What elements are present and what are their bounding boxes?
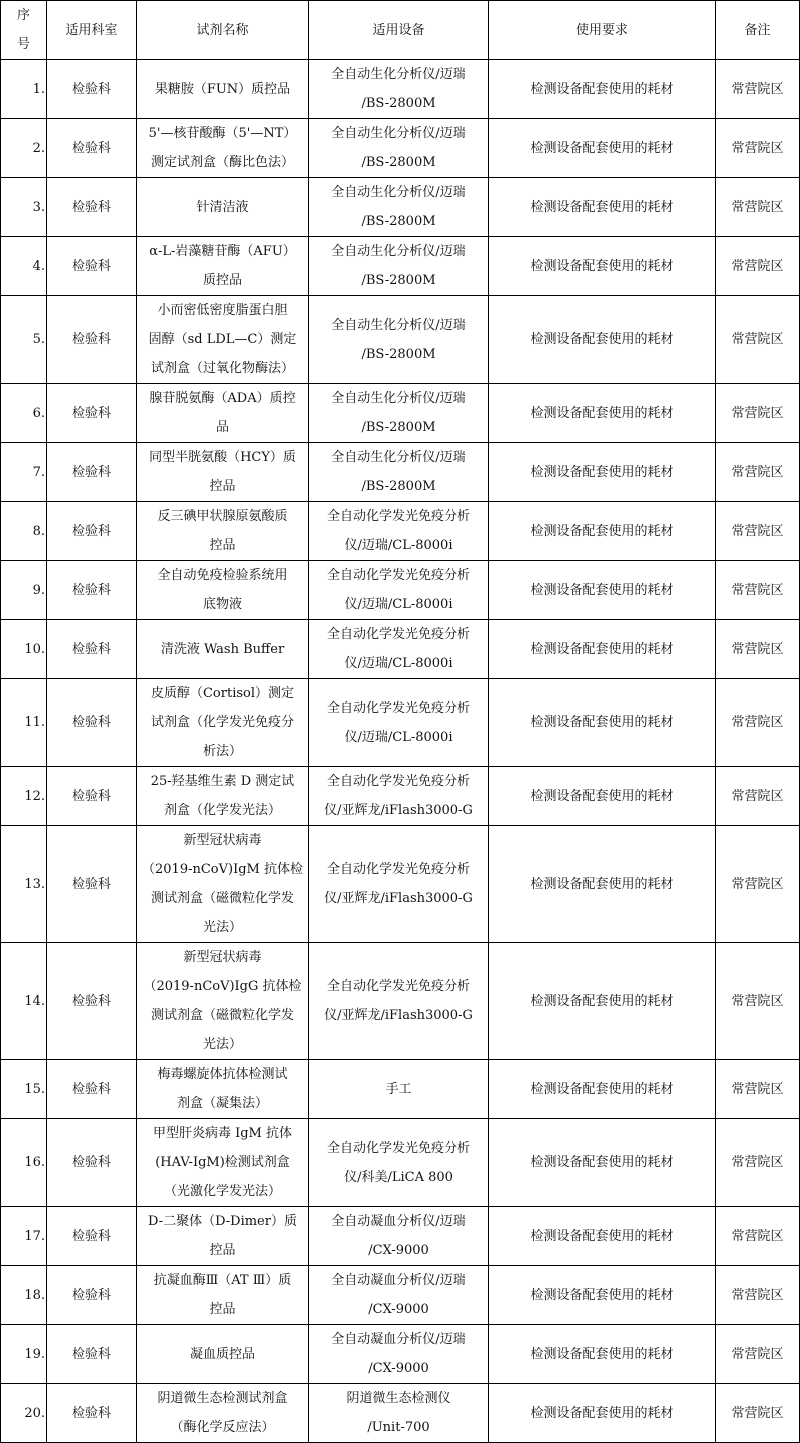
cell-reagent-name: 果糖胺（FUN）质控品 <box>137 60 309 119</box>
cell-department: 检验科 <box>47 620 137 679</box>
cell-reagent-name: 新型冠状病毒 （2019-nCoV)IgM 抗体检 测试剂盒（磁微粒化学发 光法） <box>137 826 309 943</box>
table-row <box>1 119 800 178</box>
cell-equipment: 手工 <box>309 1060 489 1119</box>
cell-seq: 19. <box>1 1325 47 1384</box>
cell-reagent-name: 凝血质控品 <box>137 1325 309 1384</box>
table-row <box>1 502 800 561</box>
cell-department: 检验科 <box>47 679 137 767</box>
table-row <box>1 943 800 1060</box>
cell-reagent-name: 25-羟基维生素 D 测定试 剂盒（化学发光法） <box>137 767 309 826</box>
cell-equipment: 全自动化学发光免疫分析 仪/迈瑞/CL-8000i <box>309 561 489 620</box>
cell-usage: 检测设备配套使用的耗材 <box>489 561 716 620</box>
cell-reagent-name: 同型半胱氨酸（HCY）质 控品 <box>137 443 309 502</box>
cell-department: 检验科 <box>47 60 137 119</box>
cell-usage: 检测设备配套使用的耗材 <box>489 826 716 943</box>
cell-department: 检验科 <box>47 1060 137 1119</box>
cell-department: 检验科 <box>47 237 137 296</box>
cell-reagent-name: 针清洁液 <box>137 178 309 237</box>
cell-usage: 检测设备配套使用的耗材 <box>489 1207 716 1266</box>
cell-equipment: 全自动生化分析仪/迈瑞 /BS-2800M <box>309 60 489 119</box>
cell-remark: 常营院区 <box>716 1060 800 1119</box>
cell-department: 检验科 <box>47 767 137 826</box>
cell-equipment: 全自动化学发光免疫分析 仪/亚辉龙/iFlash3000-G <box>309 943 489 1060</box>
cell-seq: 2. <box>1 119 47 178</box>
cell-usage: 检测设备配套使用的耗材 <box>489 178 716 237</box>
cell-remark: 常营院区 <box>716 1384 800 1443</box>
cell-seq: 9. <box>1 561 47 620</box>
cell-equipment: 全自动化学发光免疫分析 仪/迈瑞/CL-8000i <box>309 502 489 561</box>
table-row <box>1 826 800 943</box>
header-department: 适用科室 <box>47 1 137 60</box>
cell-equipment: 全自动凝血分析仪/迈瑞 /CX-9000 <box>309 1207 489 1266</box>
header-reagent-name: 试剂名称 <box>137 1 309 60</box>
table-row <box>1 1060 800 1119</box>
header-equipment: 适用设备 <box>309 1 489 60</box>
cell-remark: 常营院区 <box>716 826 800 943</box>
cell-reagent-name: 腺苷脱氨酶（ADA）质控 品 <box>137 384 309 443</box>
cell-equipment: 全自动凝血分析仪/迈瑞 /CX-9000 <box>309 1266 489 1325</box>
cell-seq: 20. <box>1 1384 47 1443</box>
cell-usage: 检测设备配套使用的耗材 <box>489 237 716 296</box>
cell-remark: 常营院区 <box>716 1325 800 1384</box>
header-usage: 使用要求 <box>489 1 716 60</box>
cell-reagent-name: 全自动免疫检验系统用 底物液 <box>137 561 309 620</box>
cell-seq: 7. <box>1 443 47 502</box>
cell-seq: 3. <box>1 178 47 237</box>
cell-remark: 常营院区 <box>716 1207 800 1266</box>
table-row <box>1 296 800 384</box>
cell-seq: 18. <box>1 1266 47 1325</box>
cell-department: 检验科 <box>47 119 137 178</box>
cell-reagent-name: α-L-岩藻糖苷酶（AFU） 质控品 <box>137 237 309 296</box>
table-row <box>1 1207 800 1266</box>
cell-equipment: 全自动生化分析仪/迈瑞 /BS-2800M <box>309 119 489 178</box>
cell-remark: 常营院区 <box>716 502 800 561</box>
cell-equipment: 全自动生化分析仪/迈瑞 /BS-2800M <box>309 237 489 296</box>
cell-usage: 检测设备配套使用的耗材 <box>489 767 716 826</box>
cell-seq: 10. <box>1 620 47 679</box>
table-row <box>1 767 800 826</box>
cell-department: 检验科 <box>47 1119 137 1207</box>
cell-usage: 检测设备配套使用的耗材 <box>489 620 716 679</box>
cell-seq: 15. <box>1 1060 47 1119</box>
cell-remark: 常营院区 <box>716 178 800 237</box>
cell-usage: 检测设备配套使用的耗材 <box>489 1119 716 1207</box>
cell-equipment: 全自动生化分析仪/迈瑞 /BS-2800M <box>309 296 489 384</box>
cell-equipment: 全自动化学发光免疫分析 仪/科美/LiCA 800 <box>309 1119 489 1207</box>
cell-equipment: 全自动生化分析仪/迈瑞 /BS-2800M <box>309 178 489 237</box>
cell-department: 检验科 <box>47 826 137 943</box>
cell-remark: 常营院区 <box>716 119 800 178</box>
cell-usage: 检测设备配套使用的耗材 <box>489 679 716 767</box>
cell-reagent-name: 甲型肝炎病毒 IgM 抗体 (HAV-IgM)检测试剂盒 （光激化学发光法） <box>137 1119 309 1207</box>
table-row <box>1 178 800 237</box>
cell-equipment: 全自动化学发光免疫分析 仪/亚辉龙/iFlash3000-G <box>309 826 489 943</box>
table-row <box>1 561 800 620</box>
cell-usage: 检测设备配套使用的耗材 <box>489 1060 716 1119</box>
cell-seq: 12. <box>1 767 47 826</box>
cell-usage: 检测设备配套使用的耗材 <box>489 1384 716 1443</box>
cell-usage: 检测设备配套使用的耗材 <box>489 119 716 178</box>
cell-usage: 检测设备配套使用的耗材 <box>489 1266 716 1325</box>
cell-seq: 5. <box>1 296 47 384</box>
cell-remark: 常营院区 <box>716 296 800 384</box>
cell-department: 检验科 <box>47 561 137 620</box>
table-row <box>1 1119 800 1207</box>
cell-remark: 常营院区 <box>716 943 800 1060</box>
table-row <box>1 620 800 679</box>
cell-remark: 常营院区 <box>716 384 800 443</box>
cell-usage: 检测设备配套使用的耗材 <box>489 443 716 502</box>
cell-reagent-name: 梅毒螺旋体抗体检测试 剂盒（凝集法） <box>137 1060 309 1119</box>
cell-reagent-name: 小而密低密度脂蛋白胆 固醇（sd LDL—C）测定 试剂盒（过氧化物酶法） <box>137 296 309 384</box>
cell-department: 检验科 <box>47 178 137 237</box>
cell-remark: 常营院区 <box>716 60 800 119</box>
cell-seq: 16. <box>1 1119 47 1207</box>
cell-remark: 常营院区 <box>716 561 800 620</box>
cell-reagent-name: 反三碘甲状腺原氨酸质 控品 <box>137 502 309 561</box>
table-row <box>1 1325 800 1384</box>
cell-department: 检验科 <box>47 443 137 502</box>
header-seq: 序 号 <box>1 1 47 60</box>
cell-usage: 检测设备配套使用的耗材 <box>489 296 716 384</box>
cell-remark: 常营院区 <box>716 1119 800 1207</box>
table-row <box>1 1384 800 1443</box>
table-row <box>1 237 800 296</box>
cell-usage: 检测设备配套使用的耗材 <box>489 1325 716 1384</box>
cell-reagent-name: 皮质醇（Cortisol）测定 试剂盒（化学发光免疫分 析法） <box>137 679 309 767</box>
cell-equipment: 阴道微生态检测仪 /Unit-700 <box>309 1384 489 1443</box>
cell-seq: 11. <box>1 679 47 767</box>
cell-seq: 1. <box>1 60 47 119</box>
cell-reagent-name: 清洗液 Wash Buffer <box>137 620 309 679</box>
cell-seq: 17. <box>1 1207 47 1266</box>
cell-remark: 常营院区 <box>716 443 800 502</box>
cell-seq: 8. <box>1 502 47 561</box>
table-row <box>1 443 800 502</box>
cell-department: 检验科 <box>47 1384 137 1443</box>
cell-reagent-name: D-二聚体（D-Dimer）质 控品 <box>137 1207 309 1266</box>
cell-seq: 14. <box>1 943 47 1060</box>
cell-department: 检验科 <box>47 1325 137 1384</box>
cell-reagent-name: 抗凝血酶Ⅲ（AT Ⅲ）质 控品 <box>137 1266 309 1325</box>
table-row <box>1 1266 800 1325</box>
cell-department: 检验科 <box>47 1266 137 1325</box>
cell-remark: 常营院区 <box>716 620 800 679</box>
cell-usage: 检测设备配套使用的耗材 <box>489 943 716 1060</box>
cell-seq: 6. <box>1 384 47 443</box>
cell-department: 检验科 <box>47 384 137 443</box>
cell-remark: 常营院区 <box>716 1266 800 1325</box>
cell-equipment: 全自动凝血分析仪/迈瑞 /CX-9000 <box>309 1325 489 1384</box>
header-row <box>1 1 800 60</box>
cell-equipment: 全自动生化分析仪/迈瑞 /BS-2800M <box>309 443 489 502</box>
cell-usage: 检测设备配套使用的耗材 <box>489 502 716 561</box>
cell-department: 检验科 <box>47 943 137 1060</box>
header-remark: 备注 <box>716 1 800 60</box>
table-row <box>1 384 800 443</box>
cell-usage: 检测设备配套使用的耗材 <box>489 60 716 119</box>
cell-remark: 常营院区 <box>716 679 800 767</box>
cell-equipment: 全自动化学发光免疫分析 仪/迈瑞/CL-8000i <box>309 679 489 767</box>
cell-equipment: 全自动化学发光免疫分析 仪/迈瑞/CL-8000i <box>309 620 489 679</box>
cell-department: 检验科 <box>47 1207 137 1266</box>
cell-remark: 常营院区 <box>716 237 800 296</box>
cell-seq: 4. <box>1 237 47 296</box>
table-row <box>1 60 800 119</box>
cell-department: 检验科 <box>47 502 137 561</box>
cell-equipment: 全自动化学发光免疫分析 仪/亚辉龙/iFlash3000-G <box>309 767 489 826</box>
cell-remark: 常营院区 <box>716 767 800 826</box>
cell-seq: 13. <box>1 826 47 943</box>
table-row <box>1 679 800 767</box>
cell-reagent-name: 5'—核苷酸酶（5'—NT） 测定试剂盒（酶比色法） <box>137 119 309 178</box>
cell-department: 检验科 <box>47 296 137 384</box>
cell-reagent-name: 新型冠状病毒 （2019-nCoV)IgG 抗体检 测试剂盒（磁微粒化学发 光法） <box>137 943 309 1060</box>
cell-equipment: 全自动生化分析仪/迈瑞 /BS-2800M <box>309 384 489 443</box>
cell-reagent-name: 阴道微生态检测试剂盒 （酶化学反应法） <box>137 1384 309 1443</box>
cell-usage: 检测设备配套使用的耗材 <box>489 384 716 443</box>
